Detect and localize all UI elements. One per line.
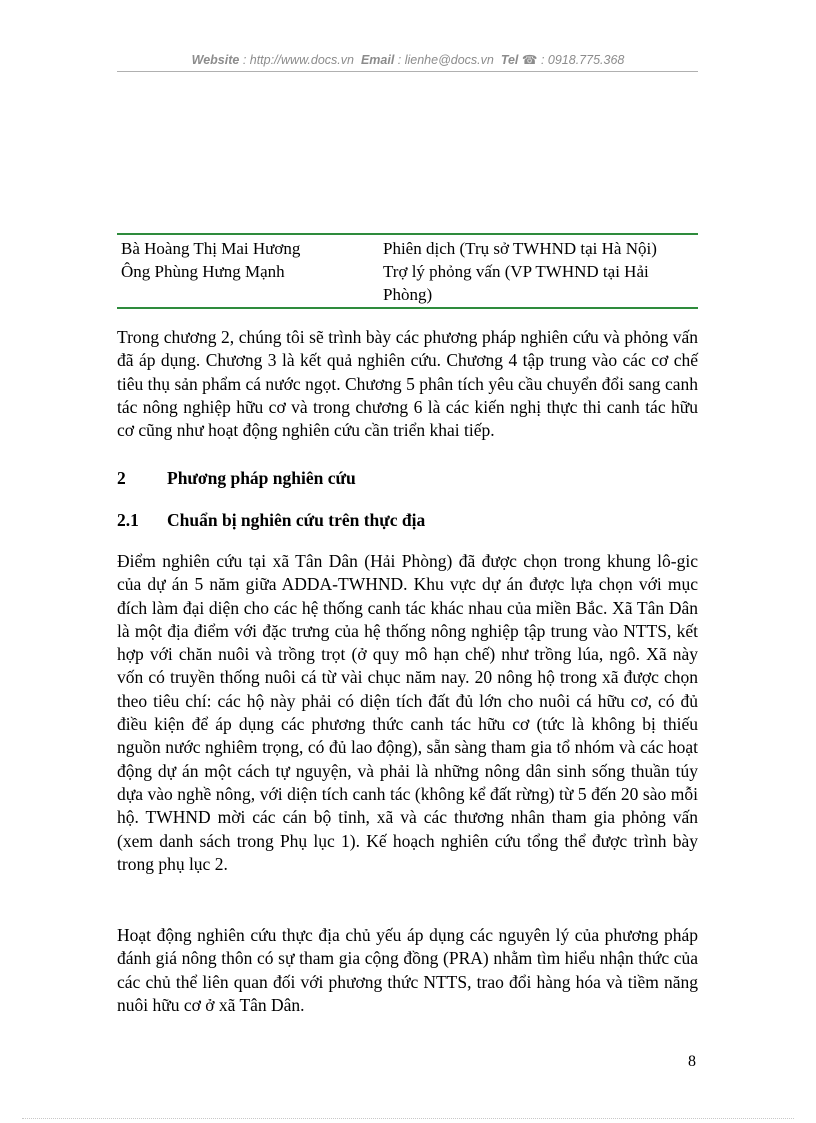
page-header xyxy=(0,52,816,67)
staff-name: Bà Hoàng Thị Mai Hương xyxy=(121,239,301,258)
email-label: Email xyxy=(360,53,395,67)
body-paragraph: Hoạt động nghiên cứu thực địa chủ yếu áp dụng các nguyên lý của phương pháp đánh giá nông thôn có sự tham gia cộng đồng (PRA) nhằm tìm hiểu nhận thức của các chủ thể liên quan đối với phương thức NTTS, trao đổi hàng hóa và tiềm năng nuôi hữu cơ ở xã Tân Dân. xyxy=(117,925,698,1015)
header-divider xyxy=(117,71,698,72)
body-paragraph: Điểm nghiên cứu tại xã Tân Dân (Hải Phòng) đã được chọn trong khung lô-gic của dự án 5 năm giữa ADDA-TWHND. Khu vực dự án được lựa chọn với mục đích làm đại diện cho các hệ thống canh tác khác nhau của miền Bắc. Xã Tân Dân là một địa điểm với đặc trưng của hệ thống nông nghiệp tập trung vào NTTS, kết hợp với chăn nuôi và trồng trọt (ở quy mô hạn chế) như trồng lúa, ngô. Xã này vốn có truyền thống nuôi cá từ vài chục năm nay. 20 nông hộ trong xã được chọn theo tiêu chí: các hộ này phải có diện tích đất đủ lớn cho nuôi cá hữu cơ, có đủ điều kiện để áp dụng các phương thức canh tác hữu cơ (tức là không bị thiếu nguồn nước nghiêm trọng, có đủ lao động), sẵn sàng tham gia tổ nhóm và các hoạt động dự án một cách tự nguyện, và phải là những nông dân sinh sống thuần túy dựa vào nghề nông, với diện tích canh tác (không kể đất rừng) từ 5 đến 20 sào mỗi hộ. TWHND mời các cán bộ tỉnh, xã và các thương nhân tham gia phỏng vấn (xem danh sách trong Phụ lục 1). Kế hoạch nghiên cứu tổng thể được trình bày trong phụ lục 2. xyxy=(117,551,698,874)
email-value: : lienhe@docs.vn xyxy=(397,53,494,67)
intro-paragraph: Trong chương 2, chúng tôi sẽ trình bày các phương pháp nghiên cứu và phỏng vấn đã áp dụng. Chương 3 là kết quả nghiên cứu. Chương 4 tập trung vào các cơ chế tiêu thụ sản phẩm cá nước ngọt. Chương 5 phân tích yêu cầu chuyển đổi sang canh tác nông nghiệp hữu cơ và trong chương 6 là các kiến nghị thực thi canh tác hữu cơ cũng như hoạt động nghiên cứu cần triển khai tiếp. xyxy=(117,327,698,441)
staff-role: Trợ lý phỏng vấn (VP TWHND tại Hải Phòng) xyxy=(383,262,649,304)
page-number: 8 xyxy=(688,1053,696,1070)
subsection-heading xyxy=(117,508,425,532)
tel-label: Tel xyxy=(500,53,519,67)
staff-name: Ông Phùng Hưng Mạnh xyxy=(121,262,285,281)
staff-role: Phiên dịch (Trụ sở TWHND tại Hà Nội) xyxy=(383,239,657,258)
website-label: Website xyxy=(191,53,240,67)
section-number: 2 xyxy=(117,468,126,488)
subsection-title: Chuẩn bị nghiên cứu trên thực địa xyxy=(167,510,426,530)
section-heading xyxy=(117,466,356,490)
subsection-number: 2.1 xyxy=(117,510,139,530)
footer-divider xyxy=(22,1118,794,1119)
section-title: Phương pháp nghiên cứu xyxy=(167,468,356,488)
website-value: : http://www.docs.vn xyxy=(242,53,354,67)
table-row xyxy=(117,260,698,306)
table-row xyxy=(117,237,698,260)
tel-value: ☎ : 0918.775.368 xyxy=(521,53,625,67)
staff-table xyxy=(117,233,698,309)
